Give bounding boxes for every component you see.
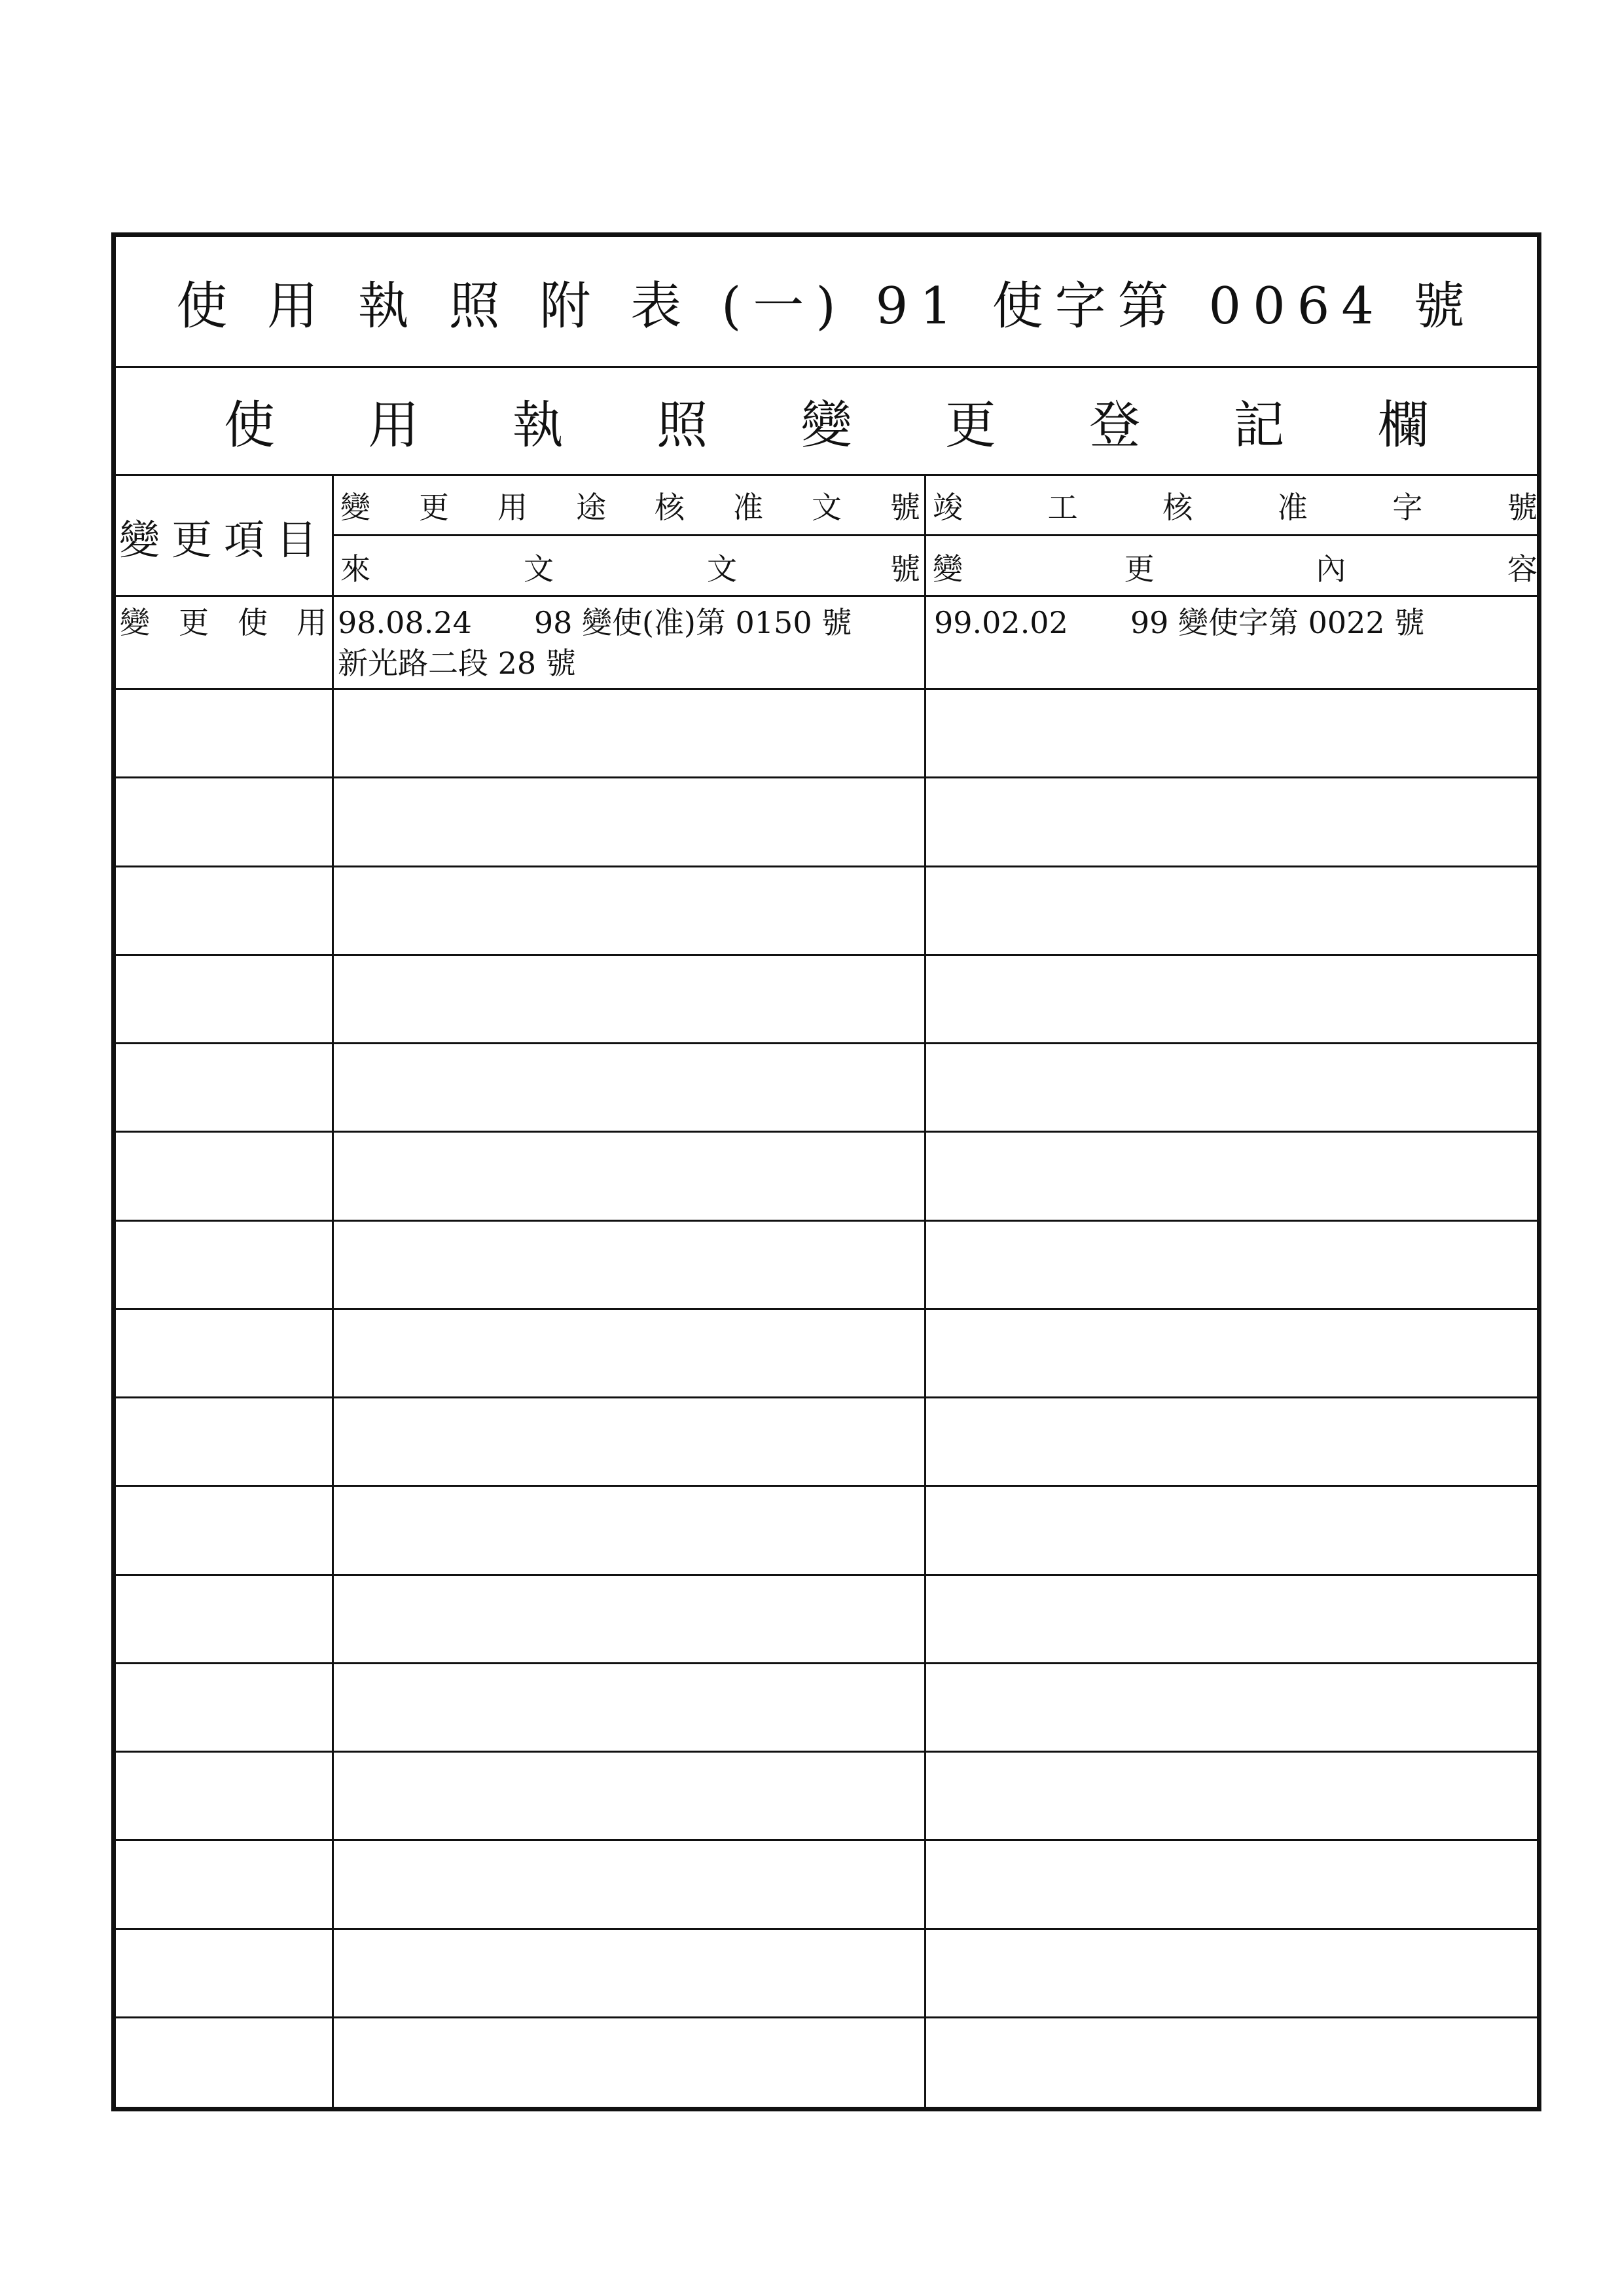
change-item-cell: [116, 956, 332, 1044]
approval-number-cell: [334, 1841, 924, 1929]
completion-number-cell: [926, 1222, 1541, 1310]
table-row: [116, 2018, 1537, 2107]
change-item-cell: [116, 1310, 332, 1398]
approval-number-cell: [334, 1133, 924, 1221]
change-item-char: 用: [297, 605, 327, 640]
header-char: 工: [1047, 489, 1078, 525]
change-item-cell: [116, 1753, 332, 1841]
form-frame: [111, 232, 1541, 2111]
completion-number-cell: [926, 597, 1541, 690]
approval-number-cell: [334, 690, 924, 778]
header-char: 更: [1124, 551, 1155, 587]
address-line: 新光路二段 28 號: [338, 646, 576, 681]
header-char: 途: [576, 489, 606, 525]
subtitle-char: 登: [1089, 396, 1141, 455]
change-item-cell: [116, 2018, 332, 2107]
change-item-cell: [116, 1044, 332, 1133]
header-char: 文: [812, 489, 842, 525]
header-completion-number: [926, 476, 1541, 536]
approval-number-cell: [334, 597, 924, 690]
header-char: 號: [890, 489, 920, 525]
completion-number-cell: [926, 867, 1541, 956]
change-item-cell: [116, 1222, 332, 1310]
change-item-char: 更: [179, 605, 209, 640]
approval-number-cell: [334, 1398, 924, 1487]
form-title: 使 用 執 照 附 表 (一) 91 使字第 0064 號: [116, 237, 1537, 368]
change-item-cell: [116, 597, 332, 690]
approval-number-cell: [334, 1930, 924, 2018]
approval-number-cell: [334, 1222, 924, 1310]
subtitle-char: 使: [224, 396, 276, 455]
change-item-char: 變: [120, 605, 150, 640]
change-item-cell: [116, 1664, 332, 1753]
approval-number-cell: [334, 2018, 924, 2107]
header-char: 核: [655, 489, 685, 525]
approval-number-cell: [334, 867, 924, 956]
completion-number-cell: [926, 1398, 1541, 1487]
table-row: [116, 1576, 1537, 1664]
change-item-cell: [116, 778, 332, 867]
completion-number-cell: [926, 956, 1541, 1044]
completion-number-cell: [926, 1487, 1541, 1575]
approval-line: [338, 602, 924, 643]
change-item-cell: [116, 1930, 332, 2018]
header-incoming-number: [334, 536, 924, 597]
header-char: 文: [524, 551, 554, 587]
table-row: [116, 1133, 1537, 1221]
header-char: 容: [1507, 551, 1537, 587]
completion-number-cell: [926, 1133, 1541, 1221]
completion-number-cell: [926, 690, 1541, 778]
table-row: [116, 1753, 1537, 1841]
approval-reference: 98 變使(准)第 0150 號: [533, 605, 852, 640]
approval-number-cell: [334, 1487, 924, 1575]
approval-number-cell: [334, 956, 924, 1044]
change-item-cell: [116, 867, 332, 956]
header-char: 號: [890, 551, 920, 587]
table-row: [116, 867, 1537, 956]
completion-number-cell: [926, 1930, 1541, 2018]
table-row: [116, 1841, 1537, 1929]
completion-number-cell: [926, 1044, 1541, 1133]
table-row: [116, 956, 1537, 1044]
table-row: [116, 1664, 1537, 1753]
header-char: 變: [340, 489, 370, 525]
completion-date: 99.02.02: [934, 605, 1068, 640]
header-char: 更: [419, 489, 449, 525]
table-row: [116, 597, 1537, 690]
table-row: [116, 1398, 1537, 1487]
approval-date: 98.08.24: [338, 605, 472, 640]
change-item-cell: [116, 1576, 332, 1664]
subtitle-char: 執: [512, 396, 564, 455]
table-row: [116, 1310, 1537, 1398]
completion-number-cell: [926, 1310, 1541, 1398]
table-row: [116, 1930, 1537, 2018]
subtitle-char: 變: [800, 396, 852, 455]
subtitle-char: 照: [656, 396, 708, 455]
change-item-cell: [116, 1133, 332, 1221]
completion-number-cell: [926, 1664, 1541, 1753]
table-row: [116, 690, 1537, 778]
header-change-content: [926, 536, 1541, 597]
header-approval-number: [334, 476, 924, 536]
subtitle-char: 更: [944, 396, 996, 455]
header-char: 內: [1316, 551, 1346, 587]
change-item-cell: [116, 1841, 332, 1929]
table-row: [116, 1487, 1537, 1575]
change-item-cell: [116, 1487, 332, 1575]
change-item-cell: [116, 1398, 332, 1487]
table-row: [116, 778, 1537, 867]
approval-number-cell: [334, 1753, 924, 1841]
header-char: 字: [1392, 489, 1423, 525]
approval-number-cell: [334, 1310, 924, 1398]
table-row: [116, 1044, 1537, 1133]
subtitle-char: 欄: [1377, 396, 1429, 455]
form-subtitle: [116, 368, 1537, 476]
header-char: 文: [707, 551, 737, 587]
approval-number-cell: [334, 1044, 924, 1133]
completion-number-cell: [926, 1576, 1541, 1664]
approval-number-cell: [334, 1664, 924, 1753]
header-char: 號: [1507, 489, 1537, 525]
header-char: 准: [733, 489, 763, 525]
completion-number-cell: [926, 2018, 1541, 2107]
header-char: 核: [1162, 489, 1193, 525]
subtitle-char: 記: [1233, 396, 1285, 455]
subtitle-char: 用: [368, 396, 420, 455]
table-header: [116, 476, 1537, 597]
approval-number-cell: [334, 1576, 924, 1664]
header-char: 變: [933, 551, 963, 587]
header-char: 用: [497, 489, 528, 525]
subtitle-text: [116, 384, 1537, 458]
completion-number-cell: [926, 1753, 1541, 1841]
completion-reference: 99 變使字第 0022 號: [1130, 605, 1425, 640]
completion-number-cell: [926, 778, 1541, 867]
table-row: [116, 1222, 1537, 1310]
change-item-cell: [116, 690, 332, 778]
change-item-char: 使: [238, 605, 268, 640]
header-change-item: 變更項目: [118, 516, 329, 564]
approval-number-cell: [334, 778, 924, 867]
header-char: 來: [340, 551, 370, 587]
header-char: 准: [1277, 489, 1308, 525]
header-char: 竣: [933, 489, 963, 525]
completion-number-cell: [926, 1841, 1541, 1929]
